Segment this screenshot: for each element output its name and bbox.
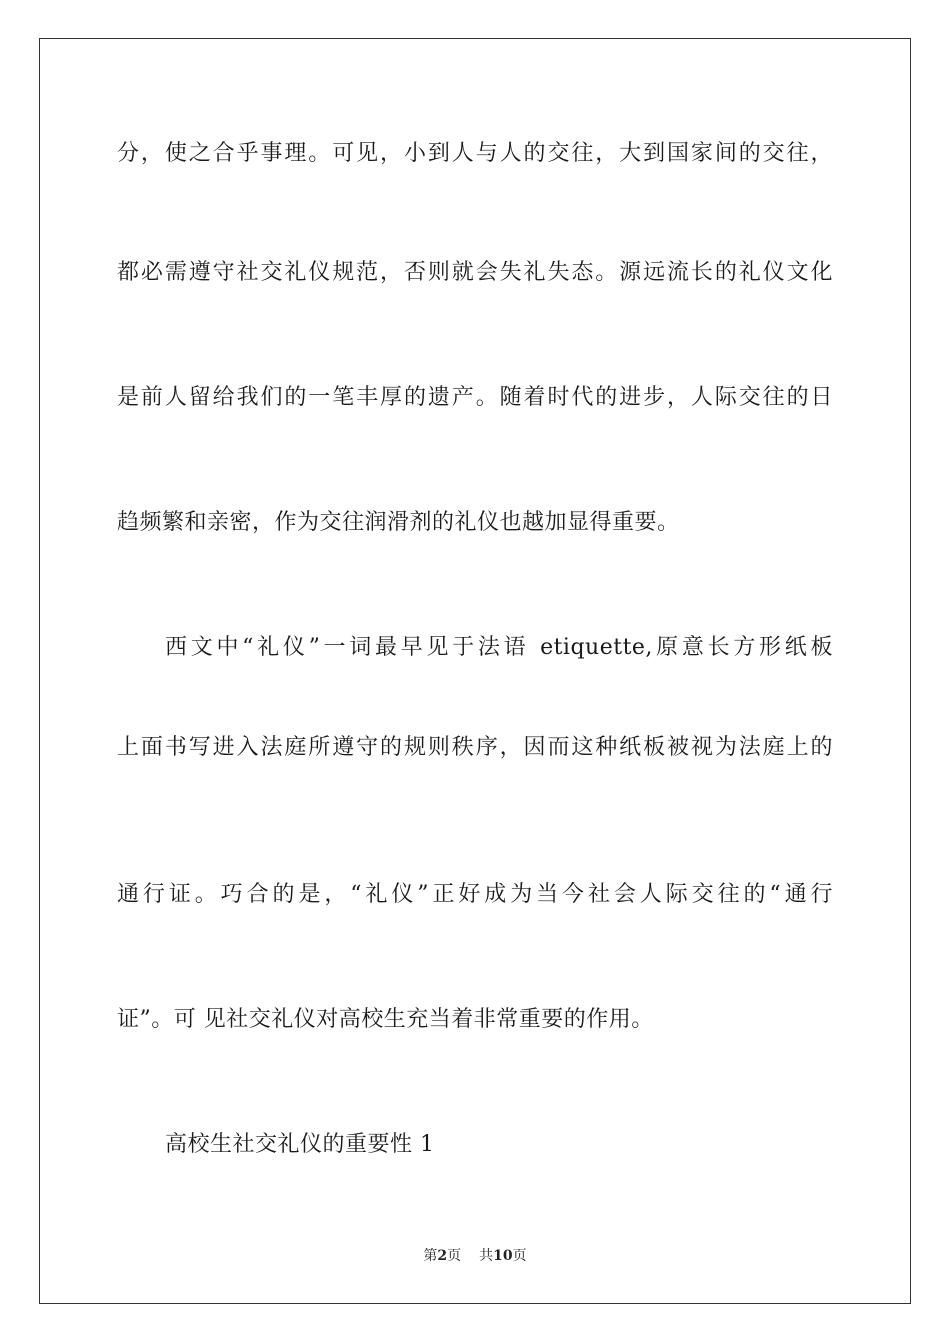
page-prefix: 第	[423, 1248, 438, 1264]
page-frame	[39, 38, 911, 1304]
text-line-5: 西文中“礼仪”一词最早见于法语 etiquette,原意长方形纸板	[165, 635, 833, 660]
text-line-8: 证”。可 见社交礼仪对高校生充当着非常重要的作用。	[117, 1007, 654, 1032]
total-pages: 10	[493, 1248, 513, 1264]
text-line-4: 趋频繁和亲密，作为交往润滑剂的礼仪也越加显得重要。	[117, 510, 680, 535]
page-number: 2	[437, 1248, 448, 1264]
text-line-2: 都必需遵守社交礼仪规范，否则就会失礼失态。源远流长的礼仪文化	[117, 260, 833, 285]
total-prefix: 共	[479, 1248, 494, 1264]
total-suffix: 页	[512, 1248, 527, 1264]
page-suffix: 页	[447, 1248, 462, 1264]
text-line-1: 分，使之合乎事理。可见，小到人与人的交往，大到国家间的交往，	[117, 141, 833, 166]
section-heading: 高校生社交礼仪的重要性 1	[165, 1132, 435, 1157]
text-line-3: 是前人留给我们的一笔丰厚的遗产。随着时代的进步，人际交往的日	[117, 385, 833, 410]
page-footer	[0, 1247, 950, 1265]
text-line-6: 上面书写进入法庭所遵守的规则秩序，因而这种纸板被视为法庭上的	[117, 735, 833, 760]
text-line-7: 通行证。巧合的是，“礼仪”正好成为当今社会人际交往的“通行	[117, 882, 833, 907]
